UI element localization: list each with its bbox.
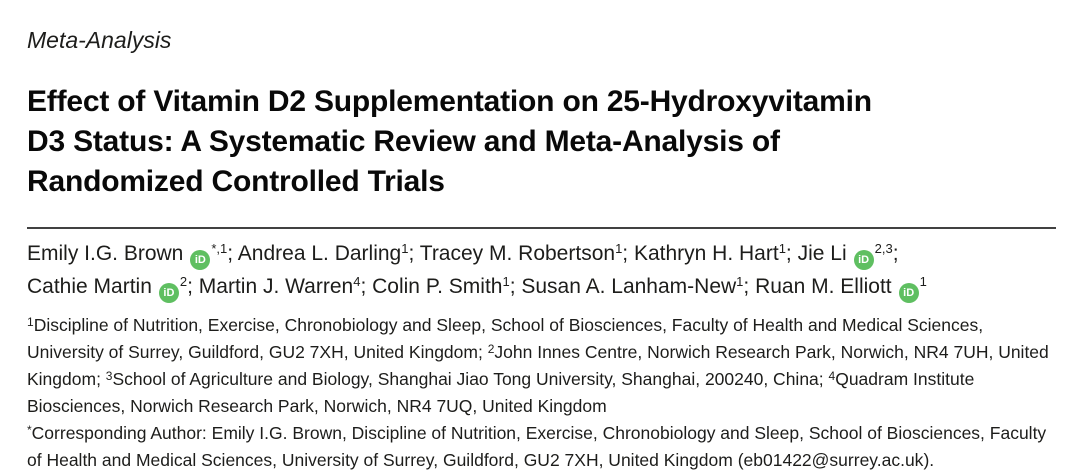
author: Jie Li iD$^{2,3}$; xyxy=(798,242,899,265)
author-name: Emily I.G. Brown xyxy=(27,242,184,265)
affiliations xyxy=(27,312,1056,420)
author-superscript: 2 xyxy=(179,274,188,289)
orcid-icon[interactable]: iD xyxy=(190,250,210,270)
orcid-icon[interactable]: iD xyxy=(854,250,874,270)
affiliation: $^4$Quadram Institute Biosciences, Norwich Research Park, Norwich, NR4 7UQ, United Kingdom xyxy=(27,369,975,416)
corresponding-marker: * xyxy=(27,423,32,437)
corresponding-author-note: *Corresponding Author: Emily I.G. Brown, Discipline of Nutrition, Exercise, Chronobiology and Sleep, School of Biosciences, Faculty of Health and Medical Sciences, University of Surrey, Guildford, GU2 7XH, United Kingdom (eb01422@surrey.ac.uk). xyxy=(27,423,1047,470)
author-name: Tracey M. Robertson xyxy=(419,242,616,265)
article-title xyxy=(27,82,1056,202)
orcid-icon[interactable]: iD xyxy=(899,283,919,303)
author: Martin J. Warren$^4$; xyxy=(198,274,373,298)
author-name: Jie Li xyxy=(797,242,847,265)
article-title-line: Randomized Controlled Trials xyxy=(27,165,445,198)
author-superscript: *,1 xyxy=(211,241,228,256)
author xyxy=(755,275,927,298)
author-name: Martin J. Warren xyxy=(198,275,354,298)
author: Cathie Martin $iD^2$; xyxy=(27,275,199,298)
author-superscript: 1 xyxy=(401,241,409,256)
email-link[interactable]: eb01422@surrey.ac.uk xyxy=(743,450,924,470)
author-superscript: 1 xyxy=(778,241,786,256)
article-title-line: D3 Status: A Systematic Review and Meta-Analysis of xyxy=(27,125,780,158)
affiliation-number: 3 xyxy=(105,369,113,383)
affiliation: $^3$School of Agriculture and Biology, Shanghai Jiao Tong University, Shanghai, 200240, China; xyxy=(105,369,829,389)
article-type-label: Meta-Analysis xyxy=(27,27,172,53)
author: Kathryn H. Hart$^1$; xyxy=(633,241,798,265)
author-name: Ruan M. Elliott xyxy=(755,275,892,298)
title-author-divider xyxy=(27,227,1056,229)
author-name: Susan A. Lanham-New xyxy=(521,275,737,298)
author-superscript: 1 xyxy=(736,274,744,289)
affiliation-number: 2 xyxy=(487,342,495,356)
author-list xyxy=(27,237,1056,303)
affiliation-number: 4 xyxy=(828,369,836,383)
author: Andrea L. Darling$^1$; xyxy=(237,241,420,265)
affiliation: $^1$Discipline of Nutrition, Exercise, Chronobiology and Sleep, School of Biosciences, Faculty of Health and Medical Sciences, University of Surrey, Guildford, GU2 7XH, United Kingdom; xyxy=(27,315,984,362)
author-superscript: 1 xyxy=(919,274,927,289)
article-title-line: Effect of Vitamin D2 Supplementation on 25-Hydroxyvitamin xyxy=(27,85,872,118)
author: Susan A. Lanham-New$^1$; xyxy=(521,274,756,298)
orcid-icon[interactable]: iD xyxy=(159,283,179,303)
author: Emily I.G. Brown $iD^{*,1}$; xyxy=(27,242,238,265)
author-superscript: 4 xyxy=(353,274,361,289)
author-superscript: 2,3 xyxy=(874,241,893,256)
author-name: Cathie Martin xyxy=(27,275,152,298)
author-name: Kathryn H. Hart xyxy=(633,242,779,265)
affiliation-number: 1 xyxy=(27,315,34,329)
affiliation: $^2$John Innes Centre, Norwich Research Park, Norwich, NR4 7UH, United Kingdom; xyxy=(27,342,1049,389)
author-superscript: 1 xyxy=(615,241,623,256)
author-superscript: 1 xyxy=(502,274,510,289)
author: Colin P. Smith$^1$; xyxy=(372,274,522,298)
author-name: Andrea L. Darling xyxy=(237,242,402,265)
author: Tracey M. Robertson$^1$; xyxy=(419,241,634,265)
author-name: Colin P. Smith xyxy=(372,275,503,298)
